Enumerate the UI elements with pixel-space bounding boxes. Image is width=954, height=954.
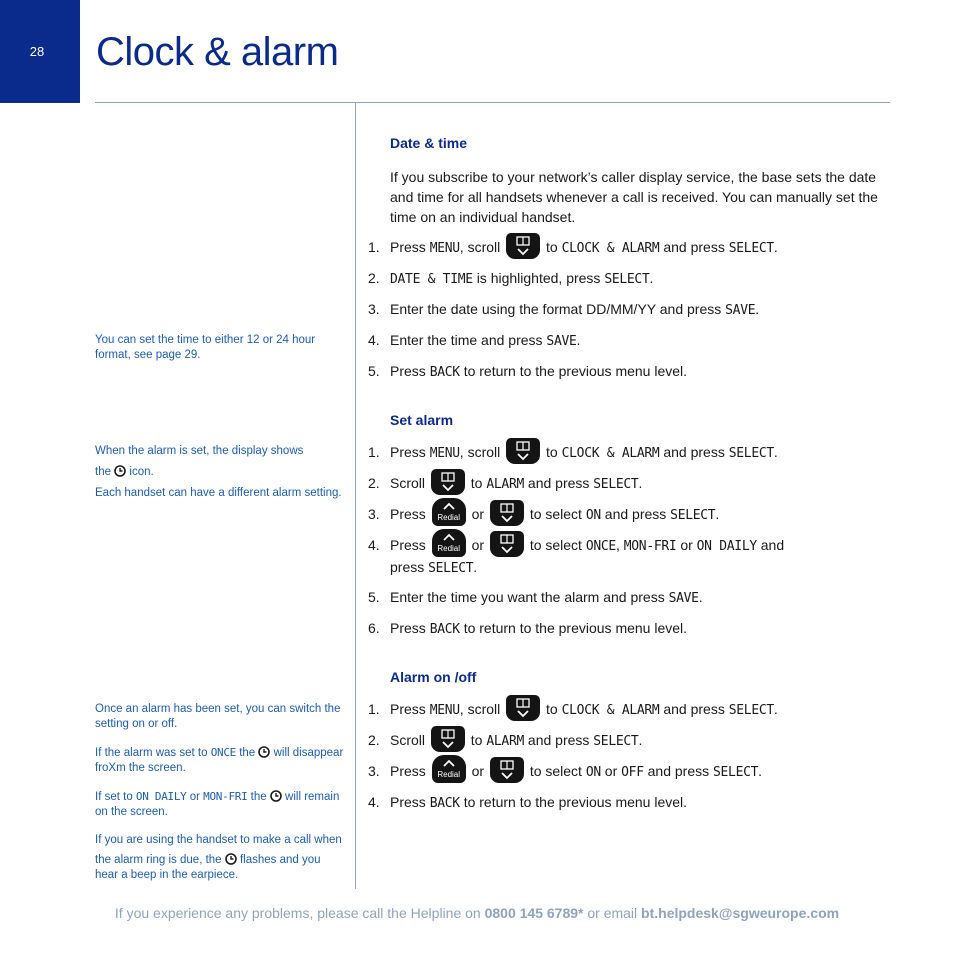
off-term: OFF — [621, 765, 644, 780]
text: and press — [604, 506, 667, 522]
clock-alarm-term: CLOCK & ALARM — [561, 703, 660, 718]
text: or — [471, 506, 485, 522]
step-number: 3. — [368, 301, 380, 317]
phonebook-down-key-icon — [506, 233, 540, 259]
helpline-footer — [0, 905, 954, 921]
on-term: ON — [585, 508, 601, 523]
save-term: SAVE — [725, 303, 756, 318]
step-text: Scroll to ALARM and press SELECT. — [390, 730, 888, 752]
step-text: Press MENU, scroll to CLOCK & ALARM and press SELECT. — [390, 237, 888, 259]
on-term: ON — [585, 765, 601, 780]
text: to select — [529, 763, 582, 779]
step-text: Press Redial or to select ON and press SELECT. — [390, 504, 888, 526]
step-text — [390, 361, 888, 383]
select-term: SELECT — [593, 477, 639, 492]
select-term: SELECT — [728, 241, 774, 256]
menu-term: MENU — [429, 446, 460, 461]
text: is highlighted, press — [476, 270, 601, 286]
select-term: SELECT — [604, 272, 650, 287]
text: icon. — [129, 466, 154, 478]
alarm-onoff-step-1 — [368, 699, 888, 721]
text: to select — [529, 537, 582, 553]
step-number: 6. — [368, 620, 380, 636]
sidenote-alarm-onoff — [95, 702, 345, 891]
step-text: Press Redial or to select ON or OFF and press SELECT. — [390, 761, 888, 783]
code-text: ON DAILY — [135, 790, 187, 803]
text: Press — [390, 620, 426, 636]
page-title: Clock & alarm — [96, 30, 339, 74]
sidenote-text — [95, 789, 345, 820]
text: to return to the previous menu level. — [463, 620, 688, 636]
step-text: Press MENU, scroll to CLOCK & ALARM and press SELECT. — [390, 442, 888, 464]
text: or — [471, 763, 485, 779]
step-number: 5. — [368, 589, 380, 605]
text: will remain on the screen. — [95, 791, 340, 818]
step-number: 1. — [368, 444, 380, 460]
helpline-phone: 0800 145 6789* — [484, 905, 584, 921]
text: or — [471, 537, 485, 553]
date-time-term: DATE & TIME — [390, 272, 473, 287]
step-text: Scroll to ALARM and press SELECT. — [390, 473, 888, 495]
header-divider — [95, 102, 890, 103]
save-term: SAVE — [668, 591, 699, 606]
text: Press — [390, 537, 426, 553]
step-number: 2. — [368, 475, 380, 491]
alarm-clock-icon — [225, 853, 237, 865]
code-text: ONCE — [210, 746, 236, 759]
sidenote-text: When the alarm is set, the display shows — [95, 445, 304, 457]
menu-term: MENU — [429, 241, 460, 256]
step-number: 5. — [368, 363, 380, 379]
text: to — [470, 732, 483, 748]
text: and press — [663, 444, 725, 460]
text: , scroll — [459, 444, 501, 460]
text: Enter the time you want the alarm and press — [390, 589, 665, 605]
text: Press — [390, 763, 426, 779]
date-time-step-4 — [368, 330, 888, 352]
text: the — [250, 791, 267, 803]
text: Scroll — [390, 732, 426, 748]
text: flashes and you hear a beep in the earpiece. — [95, 854, 321, 881]
column-divider — [355, 103, 356, 889]
text: Press — [390, 506, 426, 522]
sidenote-text — [95, 465, 345, 480]
alarm-term: ALARM — [486, 734, 525, 749]
set-alarm-step-1 — [368, 442, 888, 464]
sidenote-time-format — [95, 333, 345, 371]
text: Press — [390, 239, 426, 255]
phonebook-down-key-icon — [490, 757, 524, 783]
redial-up-key-icon — [432, 498, 466, 526]
text: and press — [663, 239, 725, 255]
alarm-clock-icon — [258, 746, 270, 758]
phonebook-down-key-icon — [431, 469, 465, 495]
set-alarm-step-4 — [368, 535, 888, 579]
text: and press — [663, 701, 725, 717]
text: and — [760, 537, 785, 553]
redial-key-label: Redial — [437, 544, 461, 554]
text: Scroll — [390, 475, 426, 491]
mon-fri-term: MON-FRI — [623, 539, 677, 554]
text: If the alarm was set to — [95, 747, 208, 759]
text: press — [390, 559, 425, 576]
alarm-clock-icon — [114, 465, 126, 477]
set-alarm-step-2 — [368, 473, 888, 495]
save-term: SAVE — [546, 334, 577, 349]
text: Press — [390, 701, 426, 717]
select-term: SELECT — [713, 765, 759, 780]
menu-term: MENU — [429, 703, 460, 718]
text: to return to the previous menu level. — [463, 794, 688, 810]
text: the — [95, 466, 111, 478]
alarm-onoff-step-2 — [368, 730, 888, 752]
sidenote-text: Each handset can have a different alarm setting. — [95, 487, 342, 499]
redial-key-label: Redial — [437, 770, 461, 780]
step-text — [390, 792, 888, 814]
text: and press — [527, 475, 590, 491]
set-alarm-step-3 — [368, 504, 888, 526]
text: Press — [390, 363, 426, 379]
step-number: 2. — [368, 270, 380, 286]
step-text: DATE & TIME is highlighted, press SELECT. — [390, 270, 654, 287]
phonebook-down-key-icon — [506, 695, 540, 721]
text: Press — [390, 794, 426, 810]
section-heading-set-alarm: Set alarm — [390, 412, 454, 428]
text: to select — [529, 506, 582, 522]
text: to return to the previous menu level. — [463, 363, 688, 379]
text: Enter the time and press — [390, 332, 543, 348]
clock-alarm-term: CLOCK & ALARM — [561, 446, 660, 461]
text: or — [604, 763, 618, 779]
select-term: SELECT — [728, 703, 774, 718]
text: and press — [527, 732, 590, 748]
step-text: Press MENU, scroll to CLOCK & ALARM and press SELECT. — [390, 699, 888, 721]
phonebook-down-key-icon — [490, 500, 524, 526]
sidenote-text: Once an alarm has been set, you can switch the setting on or off. — [95, 703, 341, 730]
back-term: BACK — [429, 796, 460, 811]
date-time-intro: If you subscribe to your network’s caller display service, the base sets the date and time for all handsets whenever a call is received. You can manually set the time on an individual handset. — [390, 169, 878, 225]
select-term: SELECT — [670, 508, 716, 523]
step-number: 4. — [368, 537, 380, 553]
helpdesk-email: bt.helpdesk@sgweurope.com — [641, 905, 840, 921]
text: to — [470, 475, 483, 491]
alarm-onoff-step-3 — [368, 761, 888, 783]
date-time-step-5 — [368, 361, 888, 383]
footer-text: If you experience any problems, please call the Helpline on — [114, 905, 481, 921]
phonebook-down-key-icon — [506, 438, 540, 464]
step-number: 2. — [368, 732, 380, 748]
text: , scroll — [459, 701, 501, 717]
step-text: Press Redial or to select ONCE, MON-FRI or ON DAILY and press SELECT. — [390, 535, 888, 579]
text: Press — [390, 444, 426, 460]
back-term: BACK — [429, 622, 460, 637]
text: If set to — [95, 791, 133, 803]
text: , scroll — [459, 239, 501, 255]
alarm-term: ALARM — [486, 477, 525, 492]
step-number: 3. — [368, 506, 380, 522]
set-alarm-step-6 — [368, 618, 888, 640]
date-time-step-1 — [368, 237, 888, 259]
alarm-clock-icon — [270, 790, 282, 802]
step-number: 3. — [368, 763, 380, 779]
step-number: 4. — [368, 332, 380, 348]
step-number: 1. — [368, 701, 380, 717]
text: the — [239, 747, 256, 759]
code-text: MON-FRI — [203, 790, 248, 803]
date-time-step-3 — [368, 299, 888, 321]
redial-key-label: Redial — [437, 513, 461, 523]
sidenote-text — [95, 853, 345, 883]
step-text: Enter the time and press SAVE. — [390, 332, 581, 349]
redial-up-key-icon — [432, 755, 466, 783]
once-term: ONCE — [585, 539, 616, 554]
text: or — [680, 537, 693, 553]
phonebook-down-key-icon — [490, 531, 524, 557]
text: to — [546, 701, 558, 717]
sidenote-text: If you are using the handset to make a call when — [95, 834, 342, 846]
page-number: 28 — [29, 44, 45, 59]
sidenote-alarm-icon — [95, 444, 345, 509]
text: will disappear froXm the screen. — [95, 747, 344, 774]
text: to — [546, 444, 558, 460]
text: the alarm ring is due, the — [95, 854, 222, 866]
text: and press — [647, 763, 710, 779]
phonebook-down-key-icon — [431, 726, 465, 752]
redial-up-key-icon — [432, 529, 466, 557]
select-term: SELECT — [428, 561, 474, 577]
clock-alarm-term: CLOCK & ALARM — [561, 241, 660, 256]
section-heading-date-time: Date & time — [390, 135, 468, 151]
step-text: Enter the date using the format DD/MM/YY and press SAVE. — [390, 301, 760, 318]
date-time-step-2 — [368, 268, 888, 290]
step-number: 1. — [368, 239, 380, 255]
select-term: SELECT — [593, 734, 639, 749]
sidenote-text — [95, 745, 345, 776]
step-number: 4. — [368, 794, 380, 810]
set-alarm-step-5 — [368, 587, 888, 609]
page-number-tab — [0, 0, 80, 103]
back-term: BACK — [429, 365, 460, 380]
alarm-onoff-step-4 — [368, 792, 888, 814]
step-text: Enter the time you want the alarm and press SAVE. — [390, 589, 703, 606]
section-heading-alarm-onoff: Alarm on /off — [390, 669, 477, 685]
step-text — [390, 618, 888, 640]
on-daily-term: ON DAILY — [696, 539, 757, 554]
text: Enter the date using the format DD/MM/YY and press — [390, 301, 722, 317]
sidenote-text: You can set the time to either 12 or 24 hour format, see page 29. — [95, 334, 316, 361]
select-term: SELECT — [728, 446, 774, 461]
footer-text: or email — [587, 905, 638, 921]
text: or — [189, 791, 200, 803]
text: to — [546, 239, 558, 255]
